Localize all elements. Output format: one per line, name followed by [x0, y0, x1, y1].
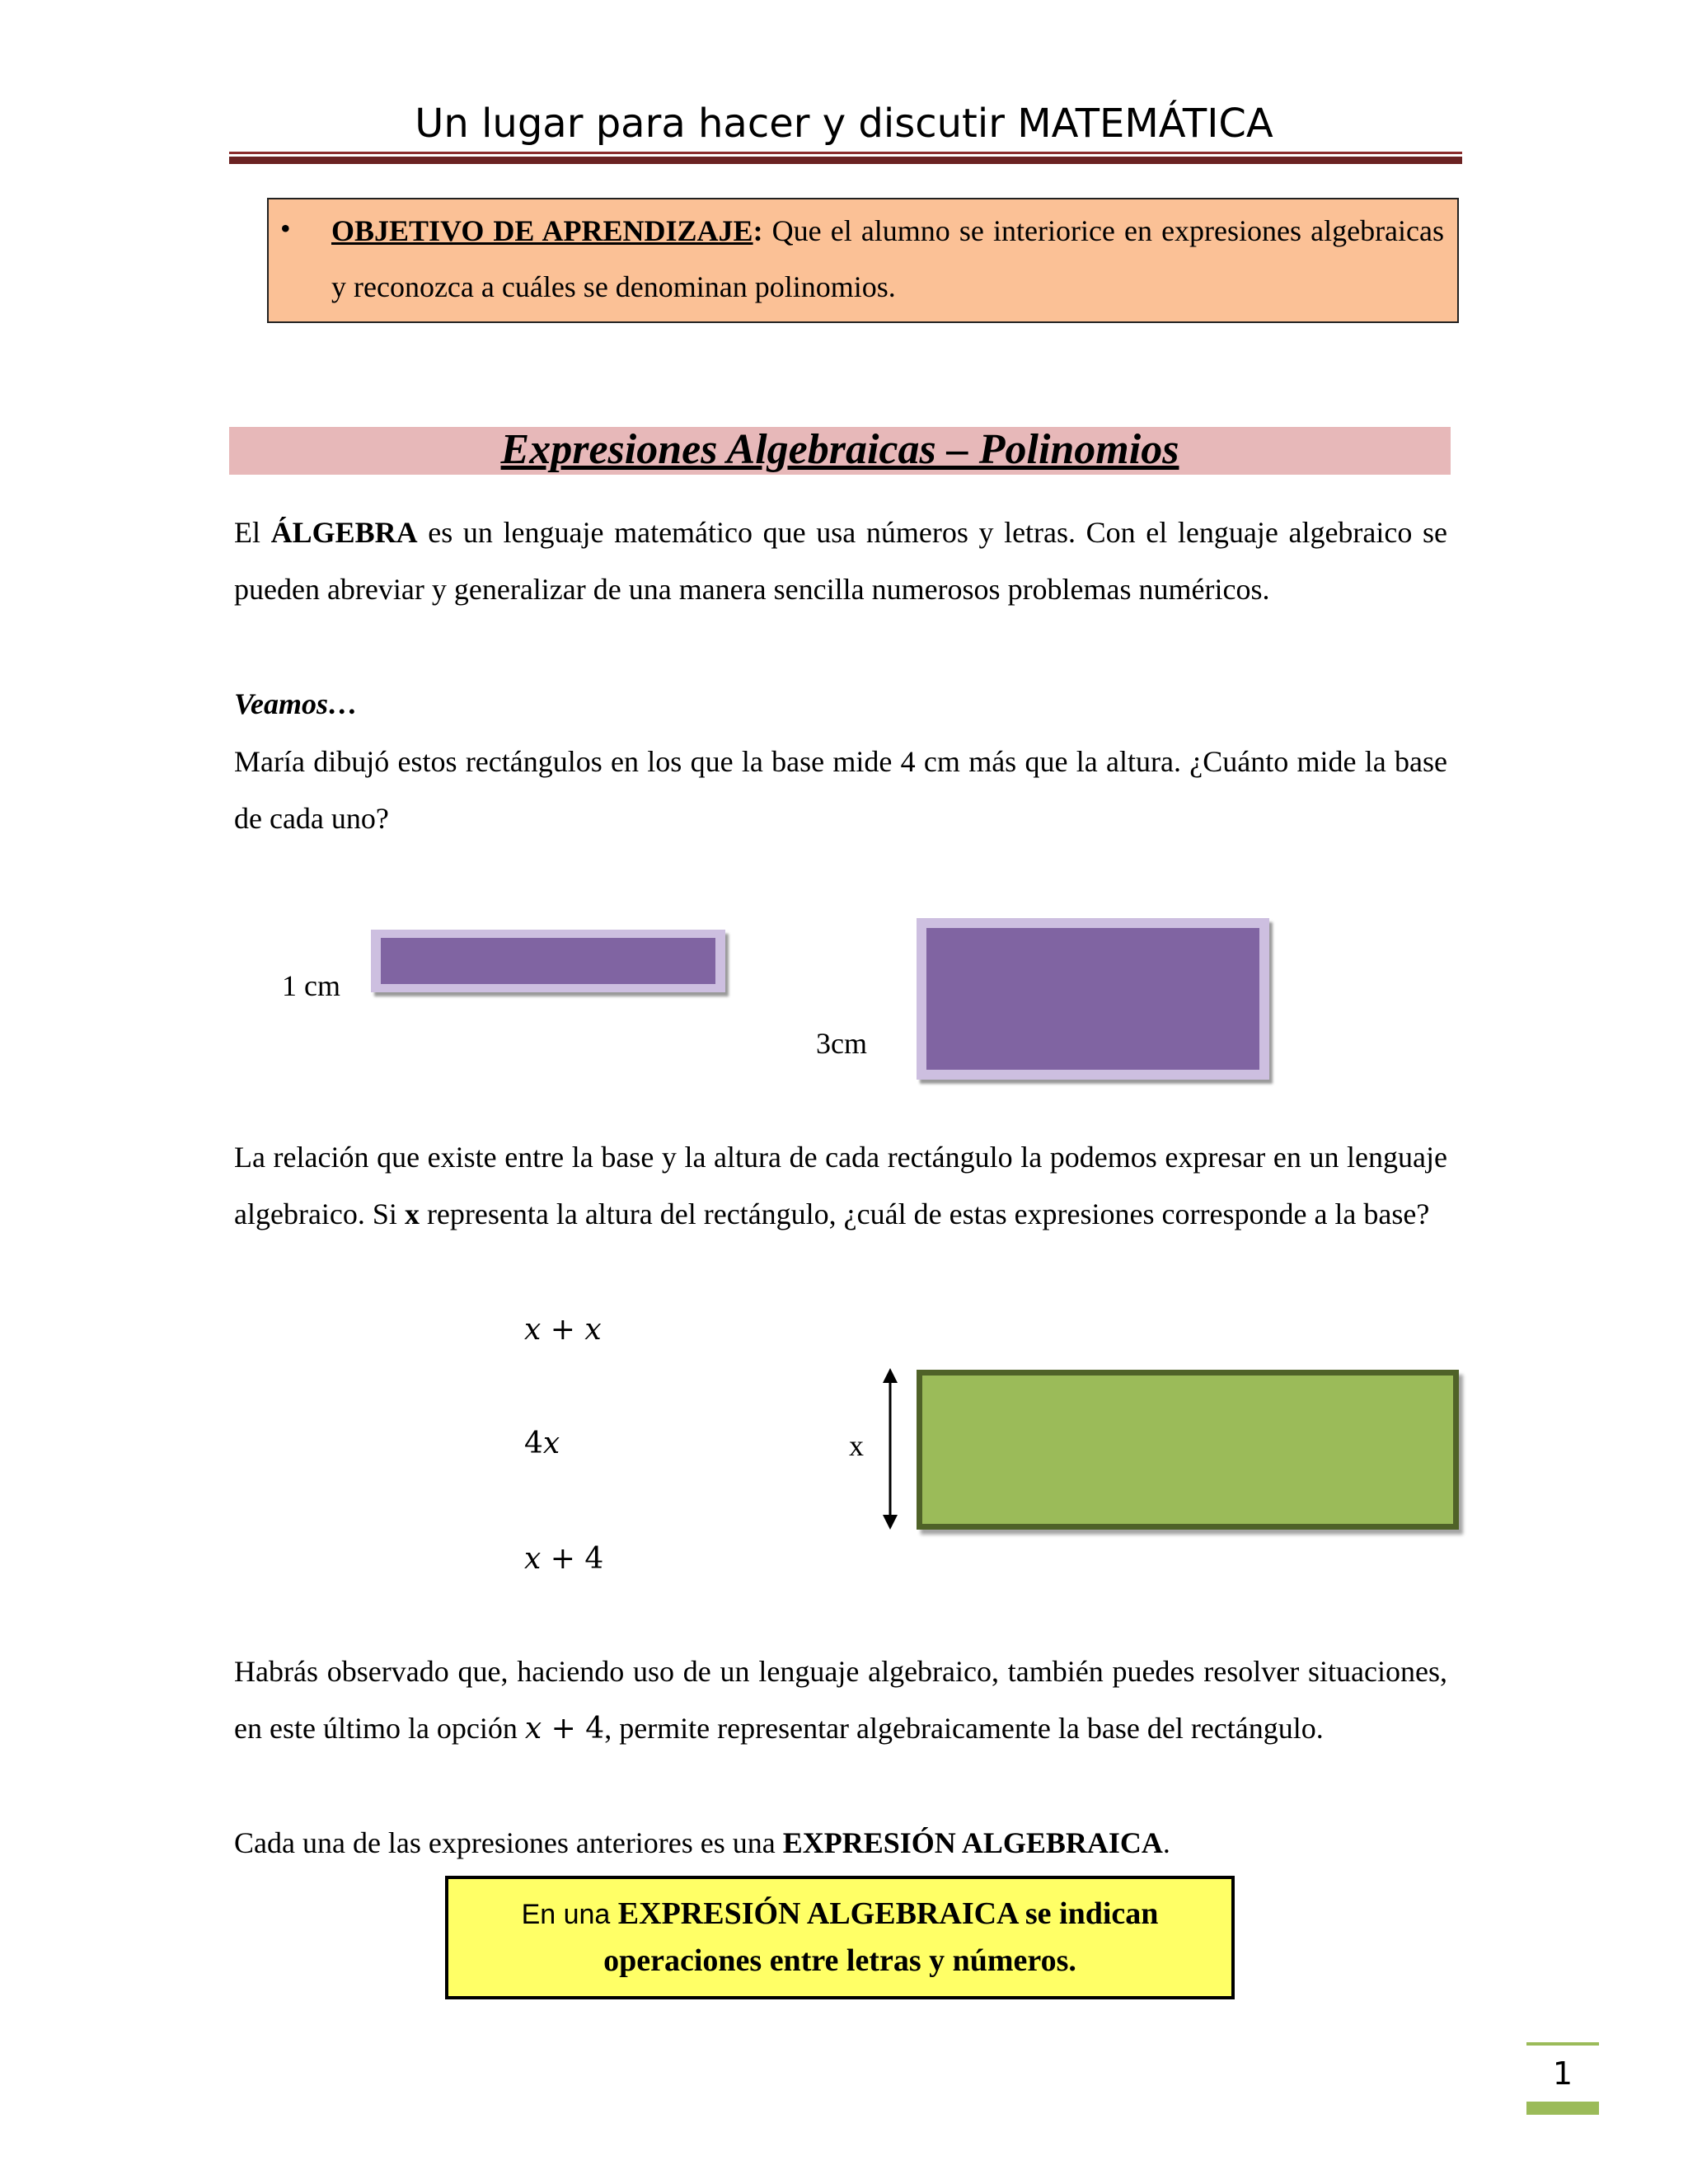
algebra-term: ÁLGEBRA: [270, 516, 418, 549]
maria-paragraph: María dibujó estos rectángulos en los que la base mide 4 cm más que la altura. ¿Cuánto mide la base de cada uno?: [234, 745, 1447, 835]
definition-line-1: [448, 1891, 1231, 1938]
section-title: Expresiones Algebraicas – Polinomios: [500, 426, 1179, 473]
definition-box: [445, 1876, 1235, 1999]
conclusion-text-pre: Habrás observado que, haciendo uso de un lenguaje algebraico, también puedes resolver situaciones, en este último la opción: [234, 1655, 1447, 1745]
relation-variable: x: [404, 1197, 420, 1230]
definition-strong-1: EXPRESIÓN ALGEBRAICA se indican: [617, 1896, 1159, 1931]
page-header-title: Un lugar para hacer y discutir MATEMÁTICA: [415, 101, 1273, 147]
expression-statement: [234, 1815, 1447, 1872]
intro-paragraph: [234, 504, 1447, 618]
relation-paragraph: [234, 1129, 1447, 1243]
page-number-rule-top: [1526, 2042, 1599, 2046]
relation-text-post: representa la altura del rectángulo, ¿cuál de estas expresiones corresponde a la base?: [419, 1197, 1430, 1230]
option-x-plus-x: x + x: [524, 1313, 602, 1347]
small-purple-rectangle: [371, 930, 725, 992]
conclusion-paragraph: [234, 1643, 1447, 1757]
conclusion-text-post: , permite representar algebraicamente la base del rectángulo.: [604, 1712, 1324, 1745]
double-arrow-icon: [875, 1368, 905, 1530]
small-rect-height-label: 1 cm: [282, 969, 340, 1002]
veamos-heading: [234, 676, 1447, 733]
definition-lead: En una: [521, 1899, 618, 1930]
page-number: 1: [1552, 2055, 1573, 2092]
objective-body: Que el alumno se interiorice en expresiones algebraicas y reconozca a cuáles se denominan polinomios.: [331, 214, 1445, 303]
objective-colon: :: [753, 214, 763, 247]
header-rule-thin: [229, 152, 1462, 154]
header-rule-thick: [229, 157, 1462, 164]
relation-text-pre: La relación que existe entre la base y la altura de cada rectángulo la podemos expresar en un lenguaje algebraico. Si: [234, 1141, 1447, 1230]
green-rectangle: [917, 1370, 1459, 1530]
intro-text-pre: El: [234, 516, 271, 549]
option-x-plus-4: x + 4: [524, 1542, 604, 1576]
height-x-label: x: [849, 1429, 864, 1462]
large-purple-rectangle: [917, 918, 1269, 1080]
expression-statement-post: .: [1162, 1826, 1170, 1859]
intro-text-post: es un lenguaje matemático que usa números y letras. Con el lenguaje algebraico se pueden abreviar y generalizar de una manera sencilla numerosos problemas numéricos.: [234, 516, 1447, 606]
definition-line-2: operaciones entre letras y números.: [603, 1943, 1076, 1978]
objective-text: [331, 203, 1444, 315]
expression-term: EXPRESIÓN ALGEBRAICA: [782, 1826, 1163, 1859]
conclusion-math-rest: + 4: [542, 1712, 605, 1746]
conclusion-math-var: x: [524, 1712, 542, 1746]
option-4x: 4x: [524, 1427, 560, 1460]
large-rectangle-fill: [926, 928, 1259, 1070]
objective-label: OBJETIVO DE APRENDIZAJE: [331, 214, 753, 247]
bullet-icon: •: [280, 212, 291, 245]
large-rect-height-label: 3cm: [816, 1027, 867, 1060]
page-number-rule-bottom: [1526, 2102, 1599, 2115]
expression-statement-pre: Cada una de las expresiones anteriores es una: [234, 1826, 783, 1859]
veamos-text: Veamos…: [234, 687, 359, 720]
small-rectangle-fill: [381, 938, 715, 984]
